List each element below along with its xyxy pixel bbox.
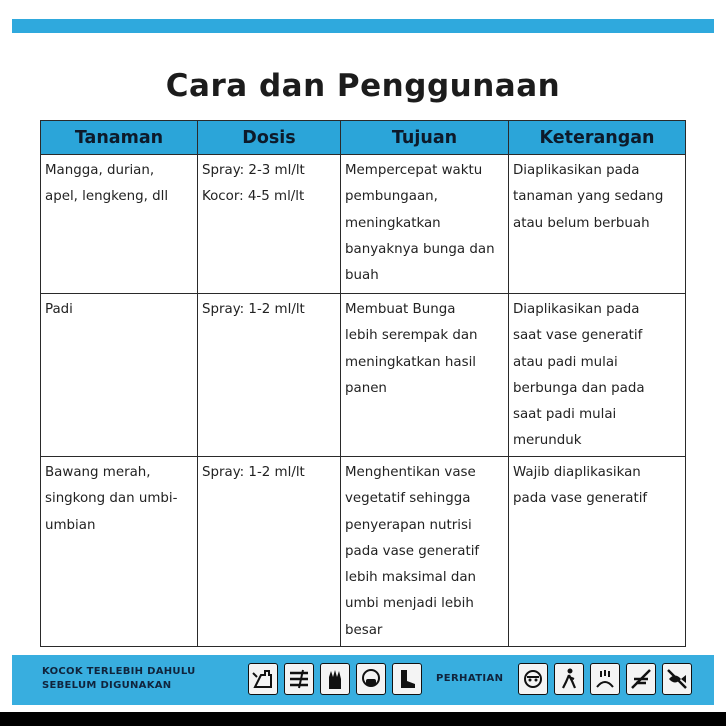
cell-line: lebih serempak dan	[345, 328, 478, 344]
warning-label: PERHATIAN	[436, 673, 504, 684]
warning-icons	[518, 663, 692, 695]
cell-keterangan	[509, 155, 686, 294]
header-dosis: Dosis	[198, 121, 341, 155]
cell-tujuan	[341, 155, 509, 294]
sprayer-icon	[248, 663, 278, 695]
gloves-icon	[320, 663, 350, 695]
cell-line: apel, lengkeng, dll	[45, 189, 169, 205]
cell-line: vegetatif sehingga	[345, 491, 471, 507]
no-eating-icon	[626, 663, 656, 695]
cell-tanaman	[41, 294, 198, 457]
mask-icon	[356, 663, 386, 695]
cell-keterangan	[509, 294, 686, 457]
cell-tanaman	[41, 457, 198, 647]
cell-line: Mangga, durian,	[45, 163, 155, 178]
header-keterangan: Keterangan	[509, 121, 686, 155]
cell-line: umbi menjadi lebih	[345, 596, 474, 612]
cell-line: berbunga dan pada	[513, 380, 645, 396]
header-tujuan: Tujuan	[341, 121, 509, 155]
shake-note	[42, 665, 196, 693]
page-title: Cara dan Penggunaan	[165, 68, 561, 104]
cell-line: Padi	[45, 302, 73, 317]
cell-line: lebih maksimal dan	[345, 570, 477, 586]
cell-line: panen	[345, 380, 387, 396]
cell-line: Menghentikan vase	[345, 465, 476, 480]
usage-table	[40, 120, 686, 647]
safety-footer-band	[12, 655, 714, 705]
cell-line: Diaplikasikan pada	[513, 302, 640, 317]
cell-line: singkong dan umbi-	[45, 491, 178, 507]
cell-dosis	[198, 457, 341, 647]
washing-icon	[590, 663, 620, 695]
cell-line: Bawang merah,	[45, 465, 151, 480]
cell-line: pada vase generatif	[345, 543, 480, 559]
cell-line: Membuat Bunga	[345, 302, 456, 317]
cell-line: atau belum berbuah	[513, 215, 650, 231]
cell-line: Spray: 1-2 ml/lt	[202, 465, 305, 480]
table-row	[41, 294, 686, 457]
cell-line: besar	[345, 622, 383, 638]
cell-line: Wajib diaplikasikan	[513, 465, 641, 480]
boots-icon	[392, 663, 422, 695]
table-row	[41, 155, 686, 294]
cell-line: Spray: 1-2 ml/lt	[202, 302, 305, 317]
cell-line: meningkatkan	[345, 215, 441, 231]
table-row	[41, 457, 686, 647]
face-shield-icon	[518, 663, 548, 695]
cell-line: saat padi mulai	[513, 407, 617, 423]
no-fish-icon	[662, 663, 692, 695]
cell-line: merunduk	[513, 433, 582, 449]
cell-line: buah	[345, 268, 379, 284]
cell-tujuan	[341, 294, 509, 457]
top-accent-band	[12, 19, 714, 33]
header-tanaman: Tanaman	[41, 121, 198, 155]
mixing-icon	[284, 663, 314, 695]
cell-line: Spray: 2-3 ml/lt	[202, 163, 305, 178]
cell-keterangan	[509, 457, 686, 647]
cell-line: atau padi mulai	[513, 354, 618, 370]
cell-line: saat vase generatif	[513, 328, 643, 344]
table-header-row	[41, 121, 686, 155]
cell-line: umbian	[45, 517, 96, 533]
cell-line: Diaplikasikan pada	[513, 163, 640, 178]
cell-tanaman	[41, 155, 198, 294]
cell-dosis	[198, 155, 341, 294]
bottom-black-bar	[0, 712, 726, 726]
cell-line: Mempercepat waktu	[345, 163, 483, 178]
cell-dosis	[198, 294, 341, 457]
shake-note-line: KOCOK TERLEBIH DAHULU	[42, 666, 196, 677]
storage-icons	[248, 663, 422, 695]
cell-line: Kocor: 4-5 ml/lt	[202, 189, 305, 205]
cell-line: tanaman yang sedang	[513, 189, 664, 205]
cell-line: penyerapan nutrisi	[345, 517, 472, 533]
cell-line: meningkatkan hasil	[345, 354, 477, 370]
cell-line: pada vase generatif	[513, 491, 648, 507]
cell-tujuan	[341, 457, 509, 647]
walking-person-icon	[554, 663, 584, 695]
cell-line: pembungaan,	[345, 189, 438, 205]
cell-line: banyaknya bunga dan	[345, 241, 495, 257]
shake-note-line: SEBELUM DIGUNAKAN	[42, 680, 172, 691]
